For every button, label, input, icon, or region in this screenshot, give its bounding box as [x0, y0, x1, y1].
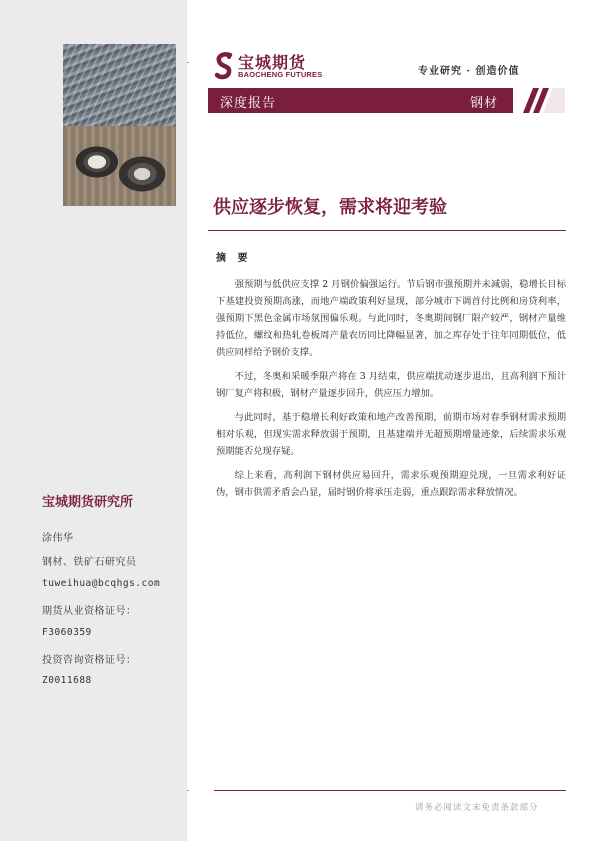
report-title: 供应逐步恢复，需求将迎考验 [213, 197, 447, 218]
margin-tick [187, 790, 189, 791]
banner-stripes [513, 88, 565, 113]
institute-name: 宝城期货研究所 [42, 495, 134, 510]
abstract-label: 摘 要 [216, 253, 252, 264]
disclaimer-note: 请务必阅读文末免责条款部分 [415, 803, 539, 813]
logo-chinese-name: 宝城期货 [238, 53, 307, 72]
report-type: 深度报告 [220, 96, 277, 111]
futures-cert-number: F3060359 [42, 627, 92, 638]
logo-s-icon [214, 52, 234, 80]
title-divider [208, 230, 566, 231]
steel-coils-photo [63, 126, 176, 206]
abstract-paragraph: 不过，冬奥和采暖季限产将在 3 月结束，供应端扰动逐步退出，且高利润下预计钢厂复产将积极，钢材产量逐步回升，供应压力增加。 [216, 371, 566, 399]
advisory-cert-label: 投资咨询资格证号： [42, 655, 137, 666]
advisory-cert-number: Z0011688 [42, 675, 92, 686]
company-logo [214, 50, 324, 82]
abstract-paragraph: 与此同时，基于稳增长利好政策和地产改善预期，前期市场对春季钢材需求预期相对乐观，但现实需求释放弱于预期，且基建端并无超预期增量迹象，后续需求乐观预期能否兑现存疑。 [216, 412, 566, 457]
abstract-paragraph: 综上来看，高利润下钢材供应易回升，需求乐观预期迎兑现，一旦需求利好证伪，钢市供需矛盾会凸显，届时钢价将承压走弱，重点跟踪需求释放情况。 [216, 470, 566, 498]
analyst-email[interactable]: tuweihua@bcqhgs.com [42, 578, 161, 589]
abstract-body [216, 276, 566, 508]
analyst-name: 涂伟华 [42, 533, 74, 544]
margin-tick [187, 62, 189, 63]
futures-cert-label: 期货从业资格证号： [42, 606, 137, 617]
analyst-role: 钢材、铁矿石研究员 [42, 557, 137, 568]
sidebar [0, 0, 187, 841]
report-banner [208, 88, 513, 113]
footer-divider [214, 790, 566, 791]
logo-english-name: BAOCHENG FUTURES [238, 70, 323, 79]
rebar-photo [63, 44, 176, 126]
report-category: 钢材 [470, 96, 499, 111]
slogan: 专业研究 · 创造价值 [418, 66, 520, 77]
abstract-paragraph: 强预期与低供应支撑 2 月钢价偏强运行。节后钢市强预期并未减弱，稳增长目标下基建投资预期高涨，而地产端政策利好显现，部分城市下调首付比例和房贷利率，强预期下黑色金属市场氛围偏乐观。与此同时，冬奥期间钢厂限产较严，钢材产量维持低位，螺纹和热轧卷板周产量农历同比降幅显著，加之库存处于往年同期低位，低供应同样给予钢价支撑。 [216, 279, 566, 358]
